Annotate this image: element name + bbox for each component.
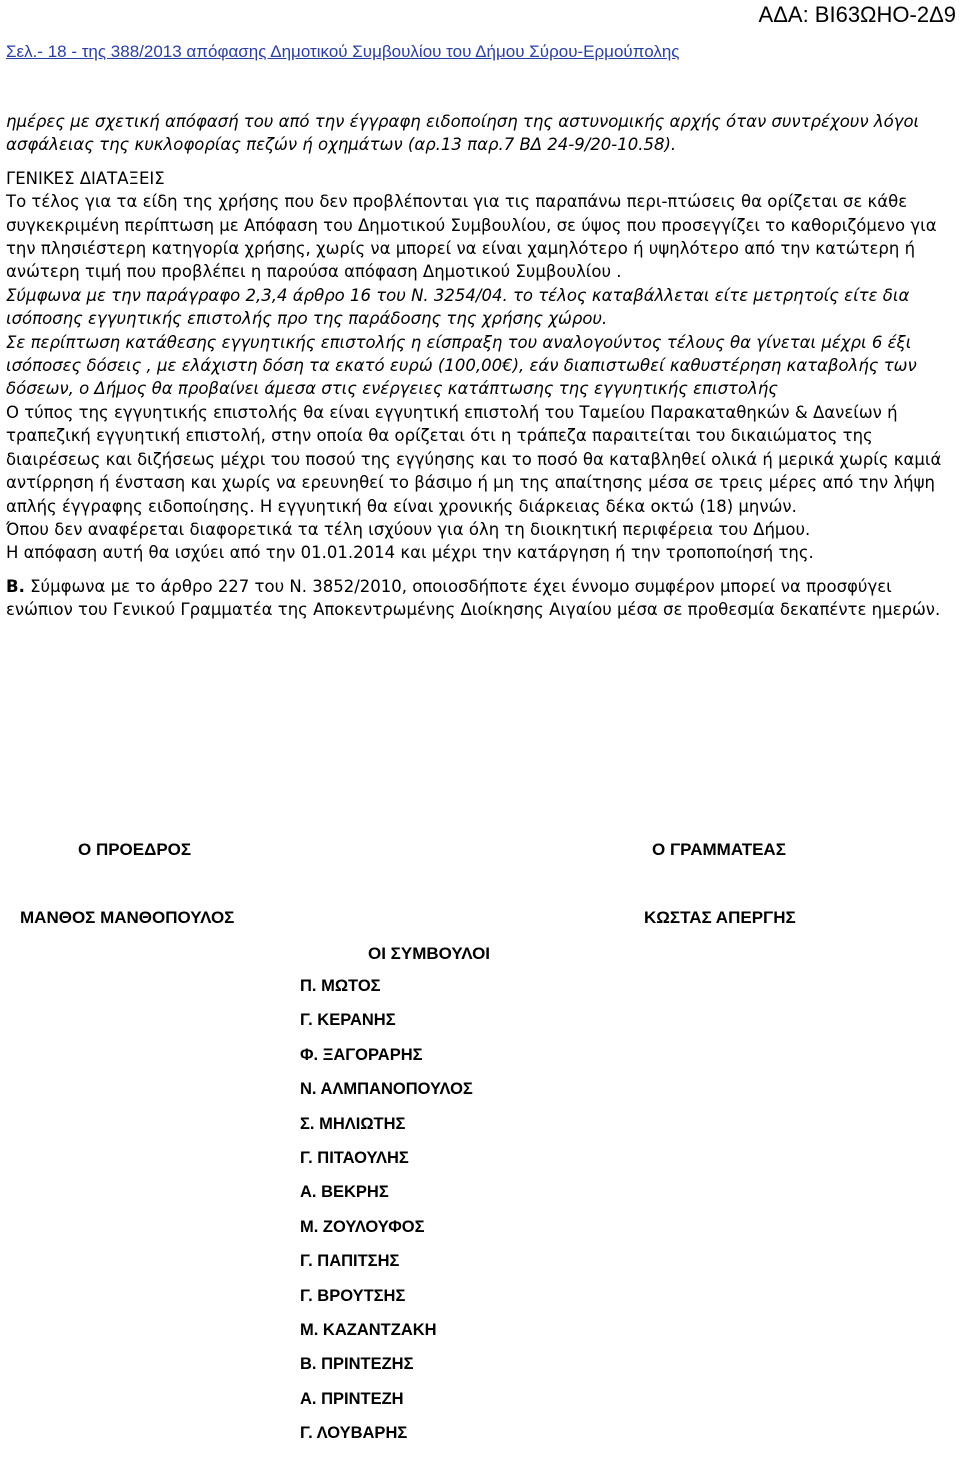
paragraph-payment-method: Σύμφωνα με την παράγραφο 2,3,4 άρθρο 16 του Ν. 3254/04. το τέλος καταβάλλεται είτε μετρητοίς είτε δια ισόποσης εγγυητικής επιστολής προ της παράδοσης της χρήσης χώρου. [6,285,910,329]
councillors-list [300,976,473,1457]
section-heading-general-provisions: ΓΕΝΙΚΕΣ ΔΙΑΤΑΞΕΙΣ [6,168,165,188]
secretary-name: ΚΩΣΤΑΣ ΑΠΕΡΓΗΣ [644,908,796,927]
councillors-title: ΟΙ ΣΥΜΒΟΥΛΟΙ [368,944,491,963]
paragraph-installments: Σε περίπτωση κατάθεσης εγγυητικής επιστολής η είσπραξη του αναλογούντος τέλους θα γίνεται μέχρι 6 έξι ισόποσες δόσεις , με ελάχιστη δόση τα εκατό ευρώ (100,00€), εάν διαπιστωθεί καθυστέρηση καταβολής των δόσεων, ο Δήμος θα προβαίνει άμεσα στις ενέργειες κατάπτωσης της εγγυητικής επιστολής [6,332,917,399]
paragraph-scope: Όπου δεν αναφέρεται διαφορετικά τα τέλη ισχύουν για όλη τη διοικητική περιφέρεια του Δήμου. [6,519,811,539]
councillor-name: Ν. ΑΛΜΠΑΝΟΠΟΥΛΟΣ [300,1080,473,1099]
councillor-name: Σ. ΜΗΛΙΩΤΗΣ [300,1114,406,1133]
councillor-name: Μ. ΚΑΖΑΝΤΖΑΚΗ [300,1320,437,1339]
councillor-name: Γ. ΒΡΟΥΤΣΗΣ [300,1286,406,1305]
councillor-name: Γ. ΠΑΠΙΤΣΗΣ [300,1252,400,1271]
page-header-reference[interactable]: Σελ.- 18 - της 388/2013 απόφασης Δημοτικού Συμβουλίου του Δήμου Σύρου-Ερμούπολης [6,42,680,61]
councillor-name: Γ. ΛΟΥΒΑΡΗΣ [300,1424,408,1443]
councillor-name: Α. ΒΕΚΡΗΣ [300,1183,389,1202]
councillor-name: Β. ΠΡΙΝΤΕΖΗΣ [300,1355,414,1374]
councillor-name: Γ. ΚΕΡΑΝΗΣ [300,1011,396,1030]
president-title: Ο ΠΡΟΕΔΡΟΣ [78,840,192,859]
paragraph-validity: Η απόφαση αυτή θα ισχύει από την 01.01.2014 και μέχρι την κατάργηση ή την τροποποίησή της. [6,543,814,563]
paragraph-appeal-text: Σύμφωνα με το άρθρο 227 του Ν. 3852/2010, οποιοσδήποτε έχει έννομο συμφέρον μπορεί να προσφύγει ενώπιον του Γενικού Γραμματέα της Αποκεντρωμένης Διοίκησης Αιγαίου μέσα σε προθεσμία δεκαπέντε ημερών. [6,576,941,620]
councillor-name: Γ. ΠΙΤΑΟΥΛΗΣ [300,1148,409,1167]
councillor-name: Π. ΜΩΤΟΣ [300,977,381,995]
secretary-title: Ο ΓΡΑΜΜΑΤΕΑΣ [652,840,786,859]
councillor-name: Φ. ΞΑΓΟΡΑΡΗΣ [300,1045,423,1064]
paragraph-appeal-label: Β. [6,576,25,596]
paragraph-guarantee-type: Ο τύπος της εγγυητικής επιστολής θα είναι εγγυητική επιστολή του Ταμείου Παρακαταθηκών & Δανείων ή τραπεζική εγγυητική επιστολή, στην οποία θα ορίζεται ότι η τράπεζα παραιτείται του δικαιώματος της διαιρέσεως και διζήσεως μέχρι του ποσού της εγγύησης και το ποσό θα καταβληθεί ολικά ή μερικά χωρίς καμιά αντίρρηση ή ένσταση και χωρίς να ερευνηθεί το βάσιμο ή μη της απαίτησης μέσα σε τρεις μέρες από την λήψη απλής έγγραφης ειδοποίησης. Η εγγυητική θα είναι χρονικής διάρκειας δέκα οκτώ (18) μηνών. [6,402,942,516]
paragraph-fee-other-uses: Το τέλος για τα είδη της χρήσης που δεν προβλέπονται για τις παραπάνω περι-πτώσεις θα ορίζεται σε κάθε συγκεκριμένη περίπτωση με Απόφαση του Δημοτικού Συμβουλίου, σε ύψος που προσεγγίζει το καθοριζόμενο για την πλησιέστερη κατηγορία χρήσης, χωρίς να μπορεί να είναι χαμηλότερο ή υψηλότερο από την κατώτερη ή ανώτερη τιμή που προβλέπει η παρούσα απόφαση Δημοτικού Συμβουλίου . [6,192,937,282]
councillor-name: Α. ΠΡΙΝΤΕΖΗ [300,1389,404,1408]
councillor-name: Μ. ΖΟΥΛΟΥΦΟΣ [300,1217,425,1236]
paragraph-continuation: ημέρες με σχετική απόφασή του από την έγγραφη ειδοποίηση της αστυνομικής αρχής όταν συντρέχουν λόγοι ασφάλειας της κυκλοφορίας πεζών ή οχημάτων (αρ.13 παρ.7 ΒΔ 24-9/20-10.58). [6,112,920,155]
president-name: ΜΑΝΘΟΣ ΜΑΝΘΟΠΟΥΛΟΣ [20,908,235,927]
document-body [6,110,956,622]
ada-identifier: ΑΔΑ: ΒΙ63ΩΗΟ-2Δ9 [758,2,956,27]
paragraph-appeal [6,575,956,622]
